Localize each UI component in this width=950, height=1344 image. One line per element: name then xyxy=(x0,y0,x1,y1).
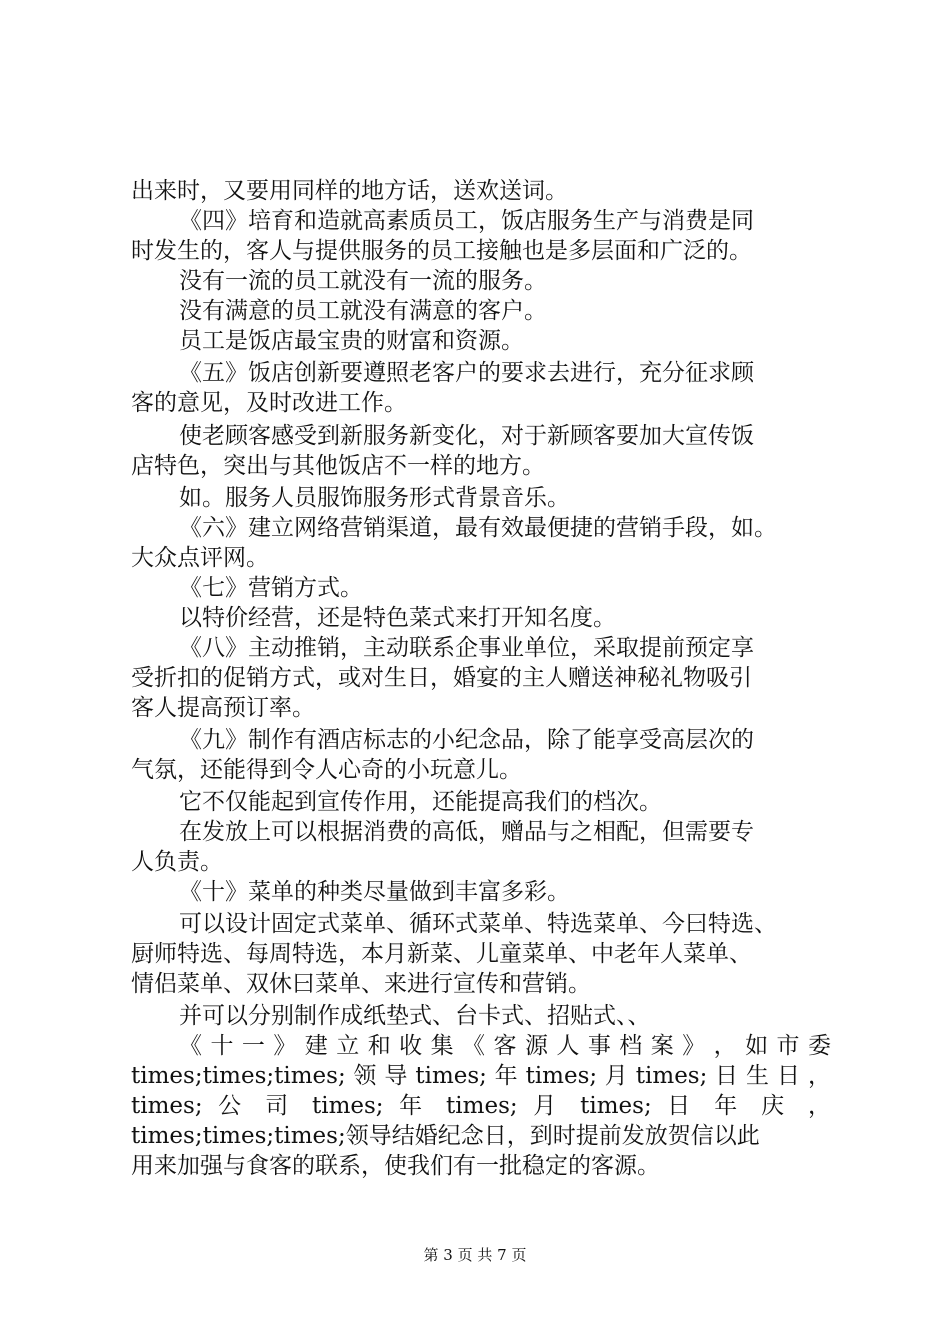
text-line: 用来加强与食客的联系，使我们有一批稳定的客源。 xyxy=(131,1153,660,1179)
text-line: 店特色，突出与其他饭店不一样的地方。 xyxy=(131,453,545,479)
text-line: 《九》制作有酒店标志的小纪念品，除了能享受高层次的 xyxy=(179,727,754,753)
text-line: 受折扣的促销方式，或对生日，婚宴的主人赠送神秘礼物吸引 xyxy=(131,665,752,691)
text-line: 《六》建立网络营销渠道，最有效最便捷的营销手段，如。 xyxy=(179,515,777,541)
text-line: 时发生的，客人与提供服务的员工接触也是多层面和广泛的。 xyxy=(131,238,752,264)
text-line: 大众点评网。 xyxy=(131,545,269,571)
text-line: 《五》饭店创新要遵照老客户的要求去进行，充分征求顾 xyxy=(179,360,754,386)
text-line: 出来时，又要用同样的地方话，送欢送词。 xyxy=(131,178,568,204)
text-line: 它不仅能起到宣传作用，还能提高我们的档次。 xyxy=(179,789,662,815)
text-line: 如。服务人员服饰服务形式背景音乐。 xyxy=(179,485,570,511)
text-line: 没有一流的员工就没有一流的服务。 xyxy=(179,268,547,294)
text-line: 以特价经营，还是特色菜式来打开知名度。 xyxy=(179,605,616,631)
text-line: 气氛，还能得到令人心奇的小玩意儿。 xyxy=(131,757,522,783)
text-line: 客人提高预订率。 xyxy=(131,695,315,721)
text-line: times;times;times; 领 导 times; 年 times; 月 times; 日 生 日 ， xyxy=(131,1063,831,1089)
text-line: 没有满意的员工就没有满意的客户。 xyxy=(179,298,547,324)
text-line: 《十》菜单的种类尽量做到丰富多彩。 xyxy=(179,879,570,905)
text-line: 《八》主动推销，主动联系企事业单位，采取提前预定享 xyxy=(179,635,754,661)
text-line: 厨师特选、每周特选，本月新菜、儿童菜单、中老年人菜单、 xyxy=(131,941,752,967)
text-line: times;times;times;领导结婚纪念日，到时提前发放贺信以此 xyxy=(131,1123,760,1149)
page-footer: 第 3 页 共 7 页 xyxy=(423,1246,527,1264)
text-line: 《四》培育和造就高素质员工，饭店服务生产与消费是同 xyxy=(179,208,754,234)
text-line: 人负责。 xyxy=(131,849,223,875)
text-line: 《七》营销方式。 xyxy=(179,575,363,601)
text-line: 使老顾客感受到新服务新变化，对于新顾客要加大宣传饭 xyxy=(179,423,754,449)
text-line: 并可以分别制作成纸垫式、台卡式、招贴式、、 xyxy=(179,1003,651,1029)
text-line: 员工是饭店最宝贵的财富和资源。 xyxy=(179,328,524,354)
text-line: times; 公 司 times; 年 times; 月 times; 日 年 庆 ， xyxy=(131,1093,831,1119)
text-line: 客的意见，及时改进工作。 xyxy=(131,390,407,416)
text-line: 可以设计固定式菜单、循环式菜单、特选菜单、今曰特选、 xyxy=(179,911,777,937)
text-line: 在发放上可以根据消费的高低，赠品与之相配，但需要专 xyxy=(179,819,754,845)
text-line: 情侣菜单、双休曰菜单、来进行宣传和营销。 xyxy=(131,971,591,997)
text-line: 《 十 一 》 建 立 和 收 集 《 客 源 人 事 档 案 》 ， 如 市 委 xyxy=(179,1033,831,1059)
